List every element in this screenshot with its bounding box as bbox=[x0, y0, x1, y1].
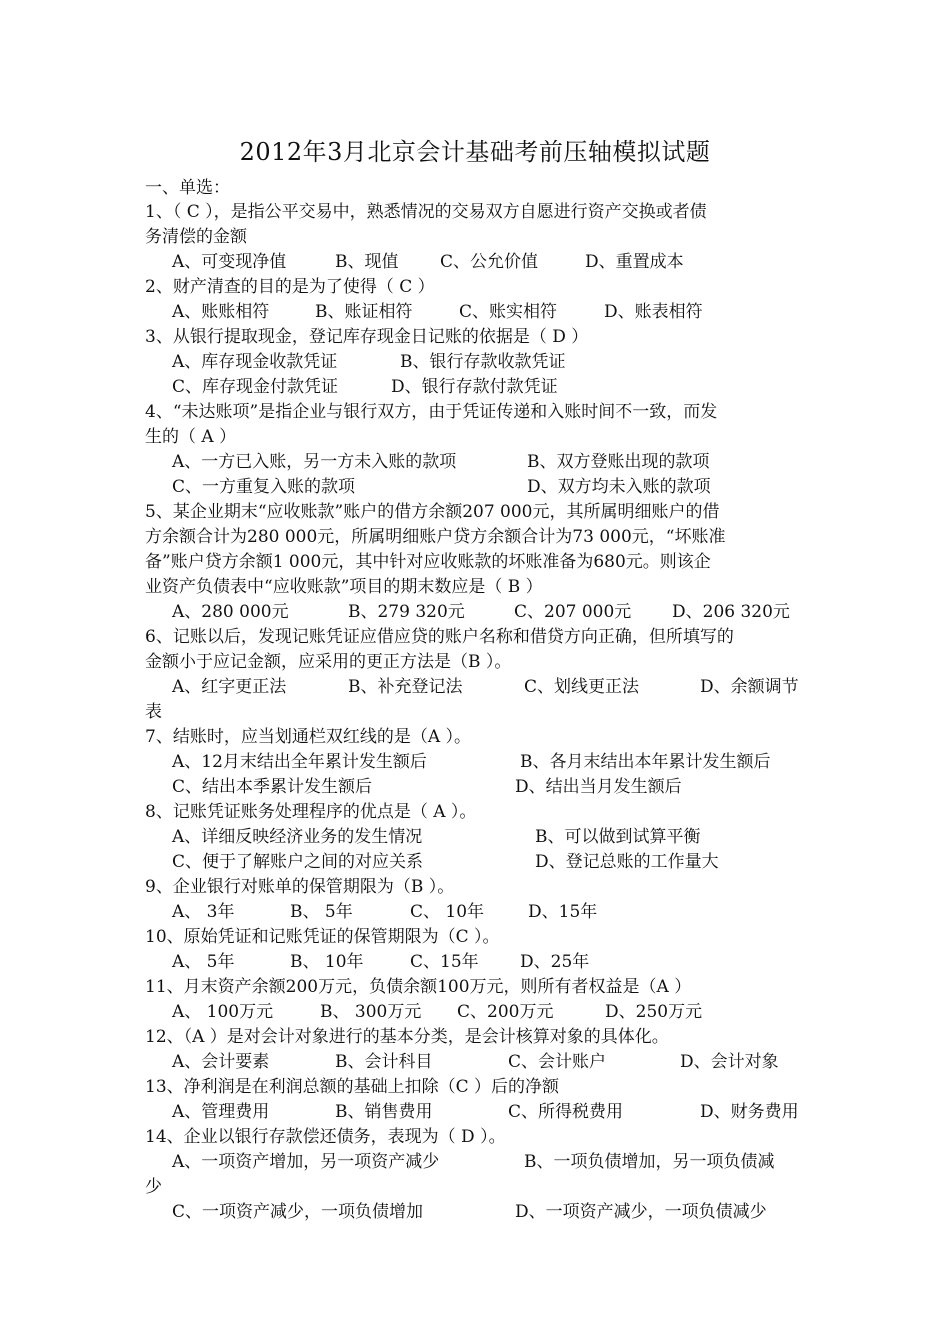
question-1-option-b: B、现值 bbox=[335, 252, 399, 272]
question-14-option-a: A、一项资产增加，另一项资产减少 bbox=[172, 1152, 440, 1172]
question-10-option-c: C、15年 bbox=[410, 952, 479, 972]
question-5-stem-cont-1: 方余额合计为280 000元，所属明细账户贷方余额合计为73 000元，“坏账准 bbox=[145, 527, 726, 547]
question-6-option-a: A、红字更正法 bbox=[172, 677, 287, 697]
question-13-stem: 13、净利润是在利润总额的基础上扣除（C ）后的净额 bbox=[145, 1077, 560, 1097]
question-10-option-b: B、 10年 bbox=[290, 952, 364, 972]
question-5-stem-cont-3: 业资产负债表中“应收账款”项目的期末数应是（ B ） bbox=[145, 577, 543, 597]
question-11-option-a: A、 100万元 bbox=[172, 1002, 274, 1022]
question-8-option-c: C、便于了解账户之间的对应关系 bbox=[172, 852, 424, 872]
question-8-option-a: A、详细反映经济业务的发生情况 bbox=[172, 827, 423, 847]
question-4-option-c: C、一方重复入账的款项 bbox=[172, 477, 356, 497]
question-9-stem: 9、企业银行对账单的保管期限为（B ）。 bbox=[145, 877, 455, 897]
question-8-stem: 8、记账凭证账务处理程序的优点是（ A ）。 bbox=[145, 802, 477, 822]
question-14-option-c: C、一项资产减少，一项负债增加 bbox=[172, 1202, 424, 1222]
question-12-option-a: A、会计要素 bbox=[172, 1052, 270, 1072]
question-6-stem: 6、记账以后，发现记账凭证应借应贷的账户名称和借贷方向正确，但所填写的 bbox=[145, 627, 734, 647]
question-10-option-a: A、 5年 bbox=[172, 952, 235, 972]
question-13-option-d: D、财务费用 bbox=[700, 1102, 799, 1122]
question-2-option-b: B、账证相符 bbox=[315, 302, 413, 322]
question-5-option-c: C、207 000元 bbox=[514, 602, 632, 622]
question-3-option-c: C、库存现金付款凭证 bbox=[172, 377, 339, 397]
question-2-stem: 2、财产清查的目的是为了使得（ C ） bbox=[145, 277, 435, 297]
question-5-option-d: D、206 320元 bbox=[672, 602, 790, 622]
question-5-stem-cont-2: 备”账户贷方余额1 000元，其中针对应收账款的坏账准备为680元。则该企 bbox=[145, 552, 711, 572]
question-4-stem: 4、“未达账项”是指企业与银行双方，由于凭证传递和入账时间不一致，而发 bbox=[145, 402, 718, 422]
question-3-stem: 3、从银行提取现金，登记库存现金日记账的依据是（ D ） bbox=[145, 327, 589, 347]
question-9-option-a: A、 3年 bbox=[172, 902, 235, 922]
question-5-option-a: A、280 000元 bbox=[172, 602, 289, 622]
question-4-option-a: A、一方已入账，另一方未入账的款项 bbox=[172, 452, 457, 472]
question-5-stem: 5、某企业期末“应收账款”账户的借方余额207 000元，其所属明细账户的借 bbox=[145, 502, 720, 522]
question-8-option-d: D、登记总账的工作量大 bbox=[535, 852, 719, 872]
question-12-option-c: C、会计账户 bbox=[508, 1052, 607, 1072]
question-10-stem: 10、原始凭证和记账凭证的保管期限为（C ）。 bbox=[145, 927, 500, 947]
question-7-option-a: A、12月末结出全年累计发生额后 bbox=[172, 752, 427, 772]
question-3-option-a: A、库存现金收款凭证 bbox=[172, 352, 338, 372]
question-13-option-b: B、销售费用 bbox=[335, 1102, 433, 1122]
question-14-option-d: D、一项资产减少，一项负债减少 bbox=[515, 1202, 767, 1222]
question-7-option-d: D、结出当月发生额后 bbox=[515, 777, 682, 797]
question-11-option-c: C、200万元 bbox=[457, 1002, 554, 1022]
question-14-option-b: B、一项负债增加，另一项负债减 bbox=[524, 1152, 775, 1172]
question-11-stem: 11、月末资产余额200万元，负债余额100万元，则所有者权益是（A ） bbox=[145, 977, 692, 997]
question-5-option-b: B、279 320元 bbox=[348, 602, 465, 622]
question-14-option-b-cont: 少 bbox=[145, 1177, 162, 1197]
question-2-option-a: A、账账相符 bbox=[172, 302, 270, 322]
question-6-stem-cont: 金额小于应记金额，应采用的更正方法是（B ）。 bbox=[145, 652, 512, 672]
question-9-option-d: D、15年 bbox=[528, 902, 598, 922]
question-10-option-d: D、25年 bbox=[520, 952, 590, 972]
question-13-option-c: C、所得税费用 bbox=[508, 1102, 624, 1122]
question-2-option-c: C、账实相符 bbox=[459, 302, 558, 322]
question-1-stem-cont: 务清偿的金额 bbox=[145, 227, 247, 247]
question-13-option-a: A、管理费用 bbox=[172, 1102, 270, 1122]
question-4-stem-cont: 生的（ A ） bbox=[145, 427, 237, 447]
question-6-option-b: B、补充登记法 bbox=[348, 677, 463, 697]
question-6-option-d: D、余额调节 bbox=[700, 677, 799, 697]
question-12-stem: 12、（A ）是对会计对象进行的基本分类，是会计核算对象的具体化。 bbox=[145, 1027, 669, 1047]
question-12-option-d: D、会计对象 bbox=[680, 1052, 779, 1072]
question-9-option-c: C、 10年 bbox=[410, 902, 485, 922]
question-6-option-c: C、划线更正法 bbox=[524, 677, 640, 697]
question-1-option-c: C、公允价值 bbox=[440, 252, 539, 272]
section-heading: 一、单选： bbox=[145, 178, 230, 198]
question-7-option-c: C、结出本季累计发生额后 bbox=[172, 777, 373, 797]
question-1-stem: 1、（ C ），是指公平交易中，熟悉情况的交易双方自愿进行资产交换或者债 bbox=[145, 202, 707, 222]
document-title: 2012年3月北京会计基础考前压轴模拟试题 bbox=[239, 138, 711, 166]
question-1-option-d: D、重置成本 bbox=[585, 252, 684, 272]
question-14-stem: 14、企业以银行存款偿还债务，表现为（ D ）。 bbox=[145, 1127, 506, 1147]
question-4-option-b: B、双方登账出现的款项 bbox=[527, 452, 710, 472]
question-7-option-b: B、各月末结出本年累计发生额后 bbox=[520, 752, 771, 772]
question-11-option-b: B、 300万元 bbox=[320, 1002, 422, 1022]
question-12-option-b: B、会计科目 bbox=[335, 1052, 433, 1072]
question-4-option-d: D、双方均未入账的款项 bbox=[527, 477, 711, 497]
question-7-stem: 7、结账时，应当划通栏双红线的是（A ）。 bbox=[145, 727, 471, 747]
question-2-option-d: D、账表相符 bbox=[604, 302, 703, 322]
question-1-option-a: A、可变现净值 bbox=[172, 252, 287, 272]
question-11-option-d: D、250万元 bbox=[605, 1002, 703, 1022]
question-9-option-b: B、 5年 bbox=[290, 902, 353, 922]
question-6-option-d-cont: 表 bbox=[145, 702, 162, 722]
question-3-option-d: D、银行存款付款凭证 bbox=[391, 377, 558, 397]
question-3-option-b: B、银行存款收款凭证 bbox=[400, 352, 566, 372]
question-8-option-b: B、可以做到试算平衡 bbox=[535, 827, 701, 847]
